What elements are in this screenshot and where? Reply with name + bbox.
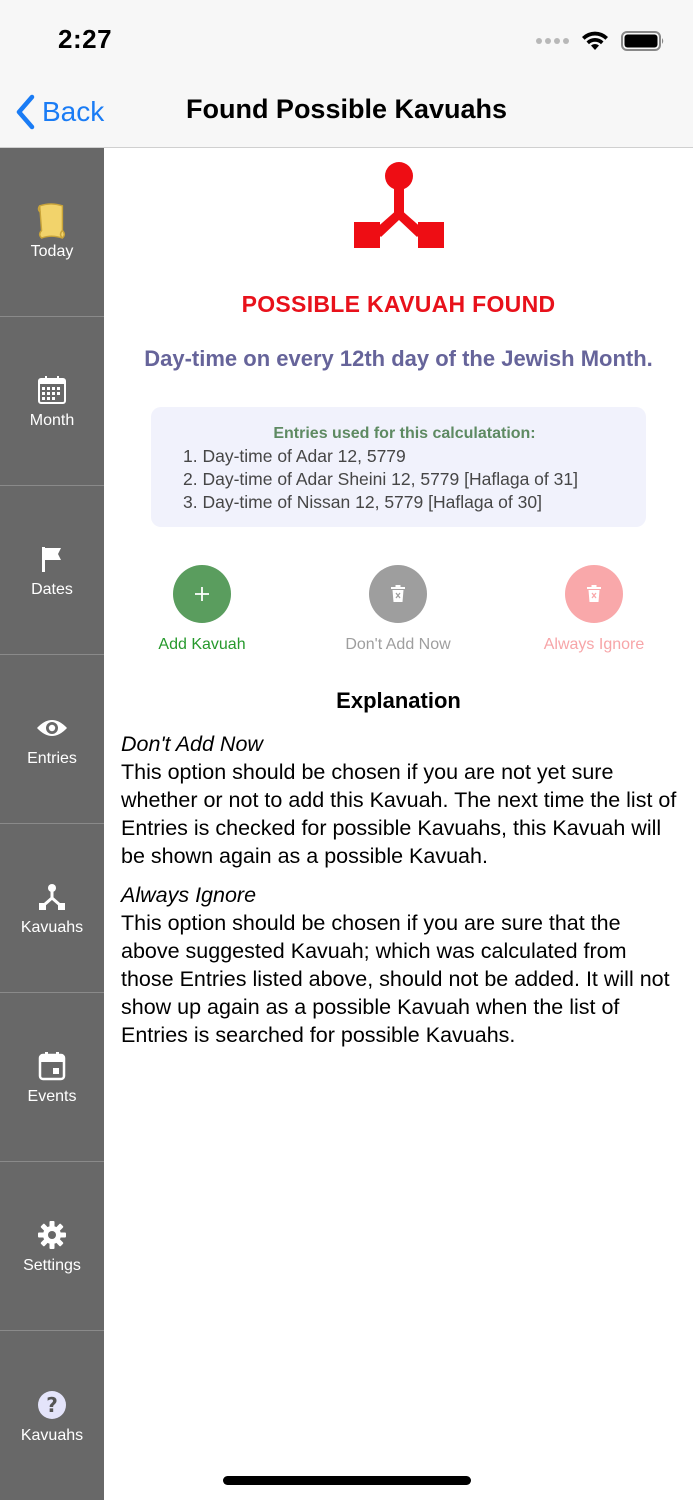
status-bar	[0, 0, 693, 80]
trash-icon[interactable]	[369, 565, 427, 623]
battery-icon	[621, 30, 665, 52]
kavuah-icon	[34, 879, 70, 915]
entries-box	[151, 407, 646, 527]
always-ignore-label[interactable]: Always Ignore	[543, 636, 645, 653]
flag-icon	[34, 541, 70, 577]
page-title: Found Possible Kavuahs	[185, 94, 508, 124]
sidebar-item-label: Settings	[23, 1257, 81, 1274]
back-button-label: Back	[42, 96, 105, 127]
sidebar-item-events[interactable]	[0, 993, 104, 1162]
entries-heading: Entries used for this calculatation:	[273, 425, 536, 442]
wifi-icon	[581, 30, 609, 52]
explanation-term: Don't Add Now	[121, 732, 263, 756]
sidebar-item-month[interactable]	[0, 317, 104, 486]
explanation-text: This option should be chosen if you are not yet sure whether or not to add this Kavuah. The next time the list of Entries is checked for possible Kavuahs, this Kavuah will be shown again as a possible Kavuah.	[121, 760, 677, 868]
list-item: 1. Day-time of Adar 12, 5779	[183, 446, 406, 466]
list-item: 2. Day-time of Adar Sheini 12, 5779 [Haflaga of 31]	[183, 469, 578, 489]
trash-icon[interactable]	[565, 565, 623, 623]
calendar-grid-icon	[34, 372, 70, 408]
sidebar-item-label: Dates	[31, 581, 73, 598]
entries-list	[183, 445, 626, 514]
explanation-always-ignore	[121, 881, 683, 1049]
add-kavuah-label[interactable]: Add Kavuah	[158, 636, 246, 653]
explanation-term: Always Ignore	[121, 883, 257, 907]
main-content	[104, 148, 693, 1500]
sidebar-item-settings[interactable]	[0, 1162, 104, 1331]
sidebar	[0, 148, 104, 1500]
explanation-dont-add-now	[121, 730, 683, 870]
found-title: POSSIBLE KAVUAH FOUND	[241, 291, 556, 317]
list-item: 3. Day-time of Nissan 12, 5779 [Haflaga of 30]	[183, 492, 542, 512]
sidebar-item-label: Events	[27, 1088, 77, 1105]
status-time: 2:27	[58, 24, 113, 54]
eye-icon	[34, 710, 70, 746]
dont-add-now-button[interactable]	[308, 565, 488, 654]
cellular-signal-icon	[536, 38, 569, 44]
sidebar-item-label: Kavuahs	[20, 919, 84, 936]
action-buttons	[104, 565, 693, 665]
explanation-text: This option should be chosen if you are sure that the above suggested Kavuah; which was calculated from those Entries listed above, should not be added. It will not show up again as a possible Kavuah when the list of Entries is searched for possible Kavuahs.	[121, 911, 670, 1047]
sidebar-item-today[interactable]	[0, 148, 104, 317]
kavuah-description: Day-time on every 12th day of the Jewish Month.	[144, 346, 653, 371]
svg-text:?: ?	[46, 1392, 58, 1417]
explanation	[121, 730, 683, 1060]
explanation-heading: Explanation	[336, 688, 461, 713]
sidebar-item-label: Entries	[27, 750, 77, 767]
sidebar-item-entries[interactable]	[0, 655, 104, 824]
sidebar-item-label: Today	[30, 243, 74, 260]
sidebar-item-dates[interactable]	[0, 486, 104, 655]
gear-icon	[34, 1217, 70, 1253]
sidebar-item-kavuahs[interactable]	[0, 824, 104, 993]
always-ignore-button[interactable]	[504, 565, 684, 654]
sidebar-item-label: Month	[29, 412, 75, 429]
dont-add-now-label[interactable]: Don't Add Now	[345, 636, 451, 653]
sidebar-item-label: Kavuahs	[20, 1426, 84, 1444]
home-indicator[interactable]	[223, 1476, 471, 1485]
help-icon	[34, 1387, 70, 1423]
navigation-bar	[0, 80, 693, 148]
kavuah-logo-icon	[352, 160, 446, 254]
scroll-icon	[34, 203, 70, 239]
plus-icon[interactable]	[173, 565, 231, 623]
status-icons	[536, 30, 665, 52]
sidebar-item-help[interactable]	[0, 1331, 104, 1500]
add-kavuah-button[interactable]	[112, 565, 292, 654]
calendar-icon	[34, 1048, 70, 1084]
